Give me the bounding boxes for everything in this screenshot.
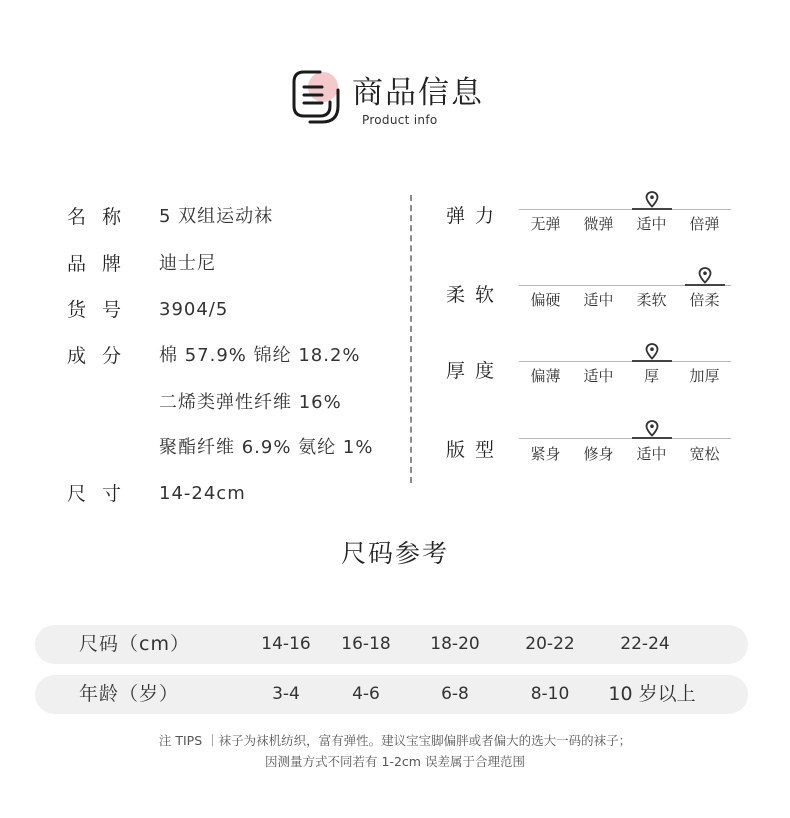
size-cell: 22-24 (620, 634, 670, 654)
product-info-icon (292, 68, 348, 124)
location-pin-icon (645, 343, 659, 360)
spec-value-composition-1: 棉 57.9% 锦纶 18.2% (159, 345, 361, 366)
size-cell: 4-6 (352, 684, 380, 704)
scale-label: 版型 (446, 439, 505, 461)
scale-option: 微弹 (583, 215, 614, 233)
section-divider (410, 195, 412, 483)
spec-value-name: 5 双组运动袜 (159, 206, 274, 227)
scale-option: 加厚 (689, 367, 720, 385)
scale-track (519, 361, 731, 362)
page-title: 商品信息 (352, 75, 484, 111)
size-cell: 20-22 (525, 634, 575, 654)
location-pin-icon (645, 420, 659, 437)
row-label: 尺码（cm） (79, 633, 190, 655)
page-subtitle: Product info (362, 113, 438, 127)
spec-value-brand: 迪士尼 (159, 253, 216, 274)
spec-label-name: 名称 (67, 206, 138, 228)
scale-option: 柔软 (636, 291, 667, 309)
size-row-cm (35, 625, 748, 664)
size-cell: 8-10 (530, 684, 570, 704)
tips-line-2: 因测量方式不同若有 1-2cm 误差属于合理范围 (265, 754, 525, 769)
scale-option: 倍柔 (689, 291, 720, 309)
size-cell: 3-4 (272, 684, 300, 704)
size-reference-title: 尺码参考 (340, 539, 449, 568)
scale-label: 厚度 (446, 360, 505, 382)
scale-label: 弹力 (446, 205, 505, 227)
tips-line-1: 注 TIPS ｜袜子为袜机纺织，富有弹性。建议宝宝脚偏胖或者偏大的选大一码的袜子； (158, 733, 632, 748)
spec-label-brand: 品牌 (67, 253, 138, 275)
spec-value-composition-3: 聚酯纤维 6.9% 氨纶 1% (159, 437, 374, 458)
size-cell: 14-16 (261, 634, 311, 654)
spec-value-size: 14-24cm (159, 483, 246, 504)
scale-option: 无弹 (530, 215, 561, 233)
scale-selected-marker (632, 208, 672, 210)
size-cell: 16-18 (341, 634, 391, 654)
spec-label-composition: 成分 (67, 345, 138, 367)
scale-option: 适中 (583, 291, 614, 309)
scale-selected-marker (632, 360, 672, 362)
size-cell: 10 岁以上 (608, 683, 696, 705)
scale-option: 厚 (643, 367, 659, 385)
scale-option: 适中 (583, 367, 614, 385)
scale-option: 紧身 (530, 445, 561, 463)
size-cell: 18-20 (430, 634, 480, 654)
spec-label-item-no: 货号 (67, 299, 138, 321)
location-pin-icon (645, 191, 659, 208)
spec-value-item-no: 3904/5 (159, 299, 229, 320)
scale-option: 偏硬 (530, 291, 561, 309)
scale-option: 适中 (636, 445, 667, 463)
scale-option: 修身 (583, 445, 614, 463)
size-cell: 6-8 (441, 684, 469, 704)
scale-option: 适中 (636, 215, 667, 233)
scale-selected-marker (685, 284, 725, 286)
scale-selected-marker (632, 437, 672, 439)
scale-option: 倍弹 (689, 215, 720, 233)
scale-option: 偏薄 (530, 367, 561, 385)
spec-value-composition-2: 二烯类弹性纤维 16% (159, 392, 342, 413)
location-pin-icon (698, 267, 712, 284)
scale-label: 柔软 (446, 284, 505, 306)
scale-option: 宽松 (689, 445, 720, 463)
row-label: 年龄（岁） (79, 683, 180, 705)
scale-track (519, 209, 731, 210)
scale-track (519, 438, 731, 439)
size-row-age (35, 675, 748, 714)
spec-label-size: 尺寸 (67, 483, 138, 505)
